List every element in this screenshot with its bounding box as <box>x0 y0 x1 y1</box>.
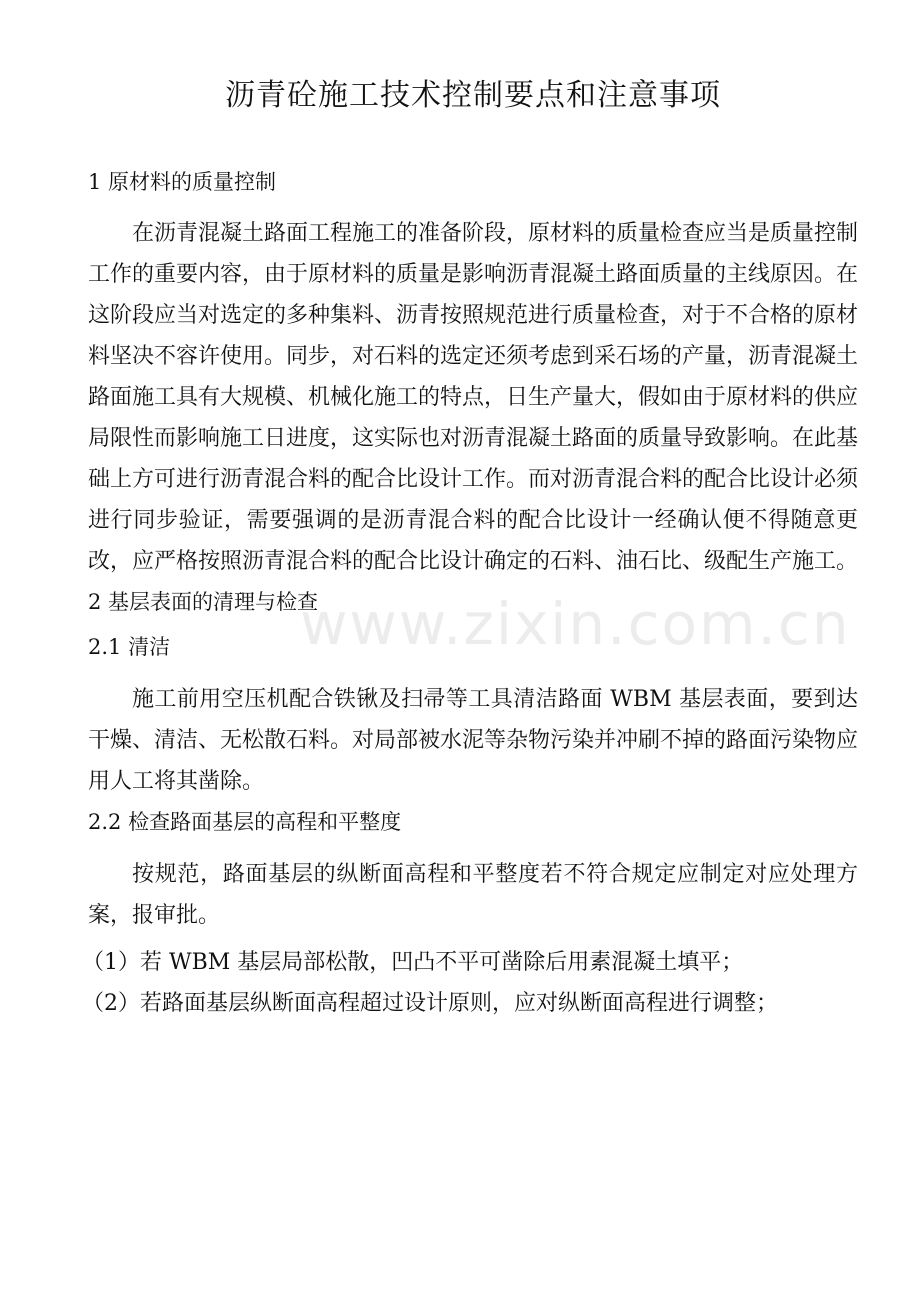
section-2-2-paragraph: 按规范，路面基层的纵断面高程和平整度若不符合规定应制定对应处理方案，报审批。 <box>88 862 858 928</box>
section-1-heading: 1 原材料的质量控制 <box>88 170 277 194</box>
list-item: （2）若路面基层纵断面高程超过设计原则，应对纵断面高程进行调整； <box>82 991 778 1016</box>
section-2-1-paragraph: 施工前用空压机配合铁锹及扫帚等工具清洁路面 WBM 基层表面，要到达干燥、清洁、无松散石料。对局部被水泥等杂物污染并冲刷不掉的路面污染物应用人工将其凿除。 <box>88 687 859 794</box>
list-item: （1）若 WBM 基层局部松散，凹凸不平可凿除后用素混凝土填平； <box>82 950 744 975</box>
watermark: www.zixin.com.cn <box>300 590 851 658</box>
document-title: 沥青砼施工技术控制要点和注意事项 <box>225 78 721 113</box>
section-2-1-heading: 2.1 清洁 <box>88 635 171 659</box>
section-2-2-heading: 2.2 检查路面基层的高程和平整度 <box>88 810 402 834</box>
section-1-paragraph: 在沥青混凝土路面工程施工的准备阶段，原材料的质量检查应当是质量控制工作的重要内容，由于原材料的质量是影响沥青混凝土路面质量的主线原因。在这阶段应当对选定的多种集料、沥青按照规范进行质量检查，对于不合格的原材料坚决不容许使用。同步，对石料的选定还须考虑到采石场的产量，沥青混凝土路面施工具有大规模、机械化施工的特点，日生产量大，假如由于原材料的供应局限性而影响施工日进度，这实际也对沥青混凝土路面的质量导致影响。在此基础上方可进行沥青混合料的配合比设计工作。而对沥青混合料的配合比设计必须进行同步验证，需要强调的是沥青混合料的配合比设计一经确认便不得随意更改，应严格按照沥青混合料的配合比设计确定的石料、油石比、级配生产施工。 <box>88 221 859 574</box>
section-2-heading: 2 基层表面的清理与检查 <box>88 590 319 614</box>
